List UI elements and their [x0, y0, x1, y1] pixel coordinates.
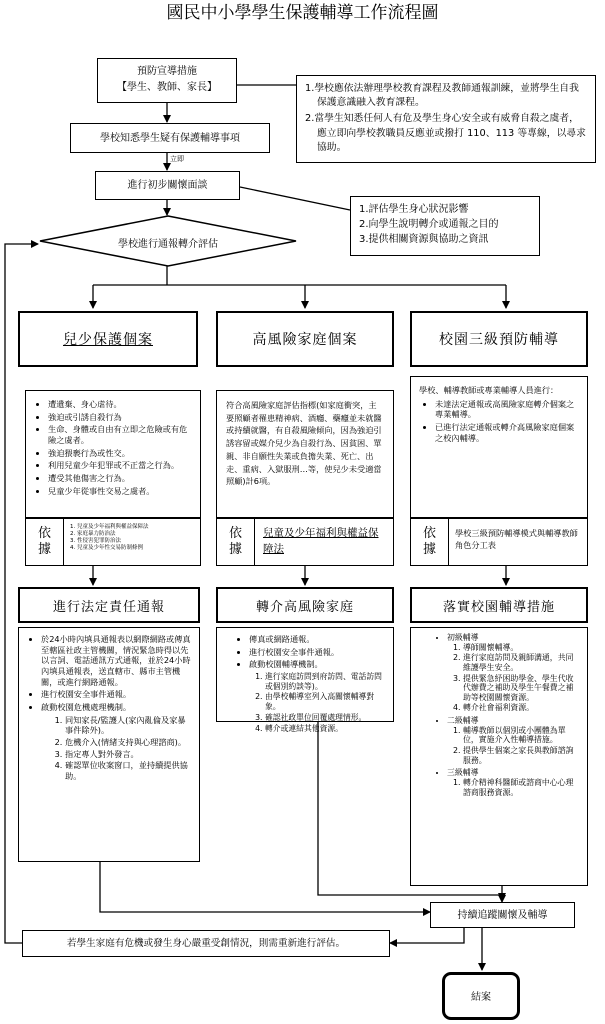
col1-basis-item: 3. 性侵害犯罪防治法 [70, 538, 121, 545]
col2-header-text: 高風險家庭個案 [252, 332, 358, 348]
col3-tier-name: 二級輔導 [447, 716, 479, 726]
connector-interview-note [240, 187, 350, 210]
col2-actions [216, 627, 394, 733]
interview-note [350, 196, 540, 256]
col3-action-header-text: 落實校園輔導措施 [442, 599, 555, 615]
col2-action-header-text: 轉介高風險家庭 [255, 599, 354, 615]
col1-basis-label-cell [26, 519, 64, 565]
col3-criteria-intro: 學校、輔導教師或專業輔導人員進行： [419, 385, 559, 395]
col1-criteria-item: • 利用兒童少年犯罪或不正當之行為。 [48, 460, 194, 471]
connector-followup-reassess [390, 928, 464, 943]
col3-tier-item: 1. 導師關懷輔導。 [463, 643, 581, 653]
col1-basis-item: 1. 兒童及少年福利與權益保障法 [70, 524, 149, 530]
interview-text: 進行初步關懷面談 [127, 180, 208, 191]
interview-note-item-2: 2.向學生說明轉介或通報之目的 [359, 219, 499, 230]
col1-action-header [18, 587, 200, 623]
followup-box [430, 902, 575, 928]
col1-criteria-item: • 強迫或引誘自殺行為 [48, 412, 194, 423]
connector-col1-followup [100, 862, 430, 912]
col2-action-item: • 啟動校園輔導機制。 [249, 659, 387, 670]
notification-note [296, 75, 596, 163]
col1-basis-item: 4. 兒童及少年性交易防制條例 [70, 545, 143, 552]
col1-criteria-item: • 兒童少年從事性交易之虞者。 [48, 486, 194, 497]
col2-action-header [216, 587, 394, 623]
col3-tier-item: 2. 提供學生個案之家長與教師諮詢服務。 [463, 746, 581, 765]
col2-basis-label: 依據 [228, 525, 242, 557]
col1-criteria-item: • 生命、身體或自由有立即之危險或有危險之虞者。 [48, 424, 194, 445]
col3-tier-item: 3. 提供緊急紓困助學金、學生代收代辦費之補助及學生午餐費之補助等校園關懷資源。 [463, 674, 581, 703]
col1-action-item: • 啟動校園危機處理機制。 [41, 702, 193, 713]
col2-sub-action: 1. 進行家庭訪問到府訪問、電話訪問或個別約談等)。 [265, 672, 387, 691]
col3-tier-name: 三級輔導 [447, 768, 479, 778]
col1-basis-item: 2. 家庭暴力防治法 [70, 531, 116, 538]
end-box [442, 972, 520, 1020]
col2-criteria-text: 符合高風險家庭評估指標(如家庭衝突，主要照顧者罹患精神病、酒癮、藥癮並未就醫或持續就醫，有自殺風險傾向，因為強迫引誘容留或媒介兒少為自殺行為、因貧困、單親、非自願性失業或負擔失業、死亡、出走、重病、入獄服刑…等，使兒少未受適當照顧)計6項。 [226, 400, 382, 487]
reassess-text: 若學生家庭有危機或發生身心嚴重受創情況，則需重新進行評估。 [66, 938, 346, 949]
awareness-box [70, 123, 270, 153]
col1-basis-list [70, 524, 198, 553]
immediate-label: 立即 [170, 155, 184, 163]
col3-actions [410, 627, 588, 886]
col1-header [18, 311, 198, 367]
interview-note-item-3: 3.提供相關資源與協助之資訊 [359, 234, 489, 245]
col3-tier-item: 2. 進行家庭訪問及親師溝通，共同維護學生安全。 [463, 653, 581, 672]
col3-basis-text: 學校三級預防輔導模式與輔導教師角色分工表 [455, 528, 578, 551]
col3-basis-label: 依據 [422, 525, 436, 557]
col3-tier-item: 1. 轉介精神科醫師或諮商中心心理諮商服務資源。 [463, 778, 581, 797]
col3-action-header [410, 587, 588, 623]
col3-basis-label-cell [411, 519, 449, 565]
prevention-line-1: 預防宣導措施 [137, 66, 197, 77]
awareness-text: 學校知悉學生疑有保護輔導事項 [100, 133, 240, 144]
col2-basis-label-cell [217, 519, 255, 565]
col1-basis-label: 依據 [37, 525, 51, 557]
col1-criteria-item: • 遭遺棄、身心虐待。 [48, 399, 194, 410]
col1-criteria [25, 390, 201, 518]
col3-tier-name: 初級輔導 [447, 633, 479, 642]
col1-sub-action: 3. 指定專人對外發言。 [65, 749, 193, 760]
col2-criteria [216, 390, 394, 518]
col3-tier-item: 1. 輔導教師以個別或小團體為單位，實施介入性輔導措施。 [463, 726, 581, 745]
col1-actions [18, 627, 200, 862]
col2-action-item: • 傳真或網路通報。 [249, 634, 387, 645]
col2-basis [216, 518, 394, 566]
prevention-box [97, 58, 237, 103]
notification-note-item-1: 1.學校應依法辦理學校教育課程及教師通報訓練，並將學生自我保護意識融入教育課程。 [305, 83, 579, 109]
followup-text: 持續追蹤關懷及輔導 [457, 910, 548, 921]
interview-note-item-1: 1.評估學生身心狀況影響 [359, 204, 469, 215]
col1-criteria-item: • 強迫猥褻行為或性交。 [48, 448, 194, 459]
col1-action-item: • 進行校園安全事件通報。 [41, 689, 193, 700]
col3-tier [447, 768, 581, 797]
col1-action-header-text: 進行法定責任通報 [52, 599, 165, 615]
prevention-line-2: 【學生、教師、家長】 [117, 82, 217, 93]
col2-basis-law: 兒童及少年福利與權益保障法 [263, 527, 379, 555]
col2-sub-action: 2. 由學校輔導室列入高關懷輔導對象。 [265, 692, 387, 711]
col3-tier [447, 633, 581, 713]
col1-sub-action: 4. 確認單位收案窗口，並持續提供協助。 [65, 760, 193, 781]
col1-basis [25, 518, 201, 566]
col3-basis [410, 518, 588, 566]
col3-criteria-item: • 未達法定通報或高風險家庭轉介個案之專業輔導。 [435, 399, 579, 420]
col3-header-text: 校園三級預防輔導 [439, 332, 559, 348]
col2-header [216, 311, 394, 367]
col1-sub-action: 2. 危機介入(情緒支持與心理諮商)。 [65, 737, 193, 748]
col3-criteria-item: • 已進行法定通報或轉介高風險家庭個案之校內輔導。 [435, 422, 579, 443]
interview-box [95, 171, 240, 200]
col1-action-item: • 於24小時內填具通報表以網際網路或傳真至轄區社政主管機關，情況緊急時得以先以言詞、電話通訊方式通報，並於24小時內填具通報表，送直轄市、縣市主管機關，或進行網路通報。 [41, 634, 193, 687]
col3-criteria [410, 376, 588, 518]
col2-sub-action: 4. 轉介或連結其他資源。 [265, 724, 387, 734]
reassess-box [22, 930, 390, 957]
assessment-text: 學校進行通報轉介評估 [118, 239, 218, 250]
col1-criteria-item: • 遭受其他傷害之行為。 [48, 473, 194, 484]
col1-sub-action: 1. 同知家長/監護人(家內亂倫及家暴事件除外)。 [65, 715, 193, 736]
end-text: 結案 [471, 992, 491, 1003]
col3-tier [447, 716, 581, 765]
col3-tier-item: 4. 轉介社會福利資源。 [463, 703, 581, 713]
page-title: 國民中小學學生保護輔導工作流程圖 [166, 3, 439, 23]
col2-action-item: • 進行校園安全事件通報。 [249, 647, 387, 658]
col1-header-text: 兒少保護個案 [63, 332, 153, 348]
col3-header [410, 311, 588, 367]
notification-note-item-2: 2.當學生知悉任何人有危及學生身心安全或有威脅自殺之虞者，應立即向學校教職員反應並或撥打 110、113 等專線，以尋求協助。 [305, 113, 586, 153]
col2-sub-action: 3. 確認社政單位回覆處理情形。 [265, 713, 387, 723]
